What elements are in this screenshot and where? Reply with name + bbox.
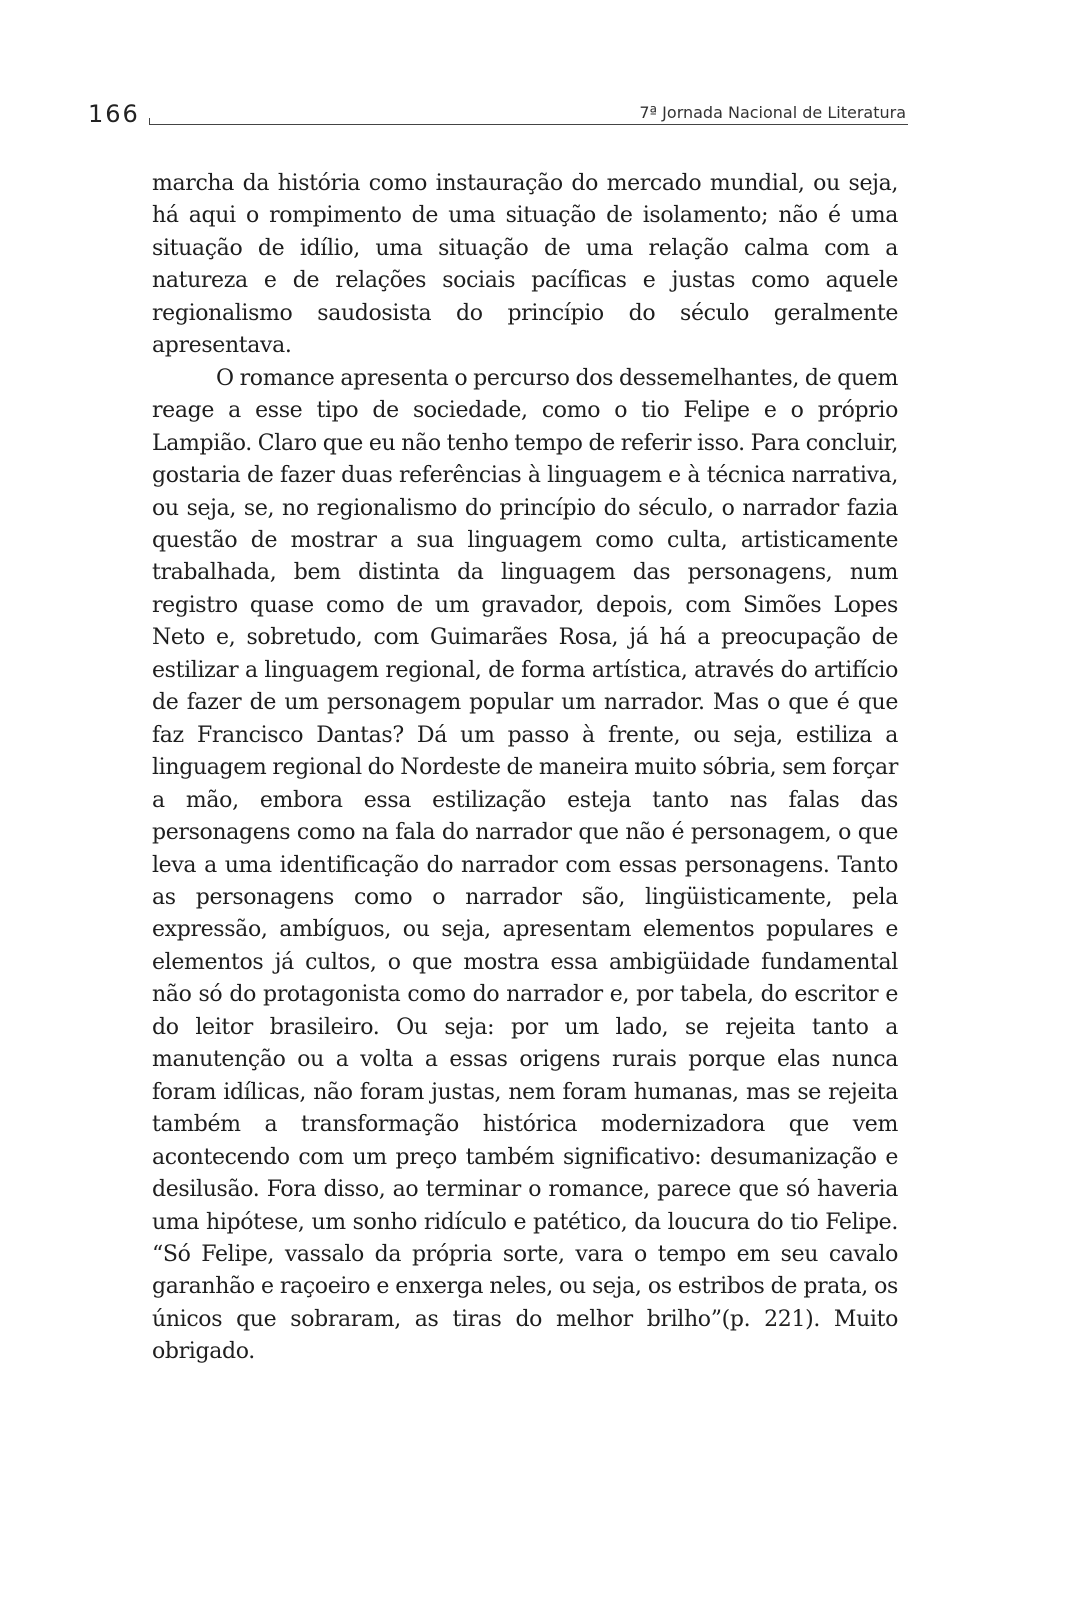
header-rule	[149, 124, 908, 125]
paragraph-romance: O romance apresenta o percurso dos dessemelhantes, de quem reage a esse tipo de sociedade, como o tio Felipe e o próprio Lampião. Claro que eu não tenho tempo de referir isso. Para concluir, gostaria de fazer duas referências à linguagem e à técnica narrativa, ou seja, se, no regionalismo do princípio do século, o narrador fazia questão de mostrar a sua linguagem como culta, artisticamente trabalhada, bem distinta da linguagem das personagens, num registro quase como de um gravador, depois, com Simões Lopes Neto e, sobretudo, com Guimarães Rosa, já há a preocupação de estilizar a linguagem regional, de forma artística, através do artifício de fazer de um personagem popular um narrador. Mas o que é que faz Francisco Dantas? Dá um passo à frente, ou seja, estiliza a linguagem regional do Nordeste de maneira muito sóbria, sem forçar a mão, embora essa estilização esteja tanto nas falas das personagens como na fala do narrador que não é personagem, o que leva a uma identificação do narrador com essas personagens. Tanto as personagens como o narrador são, lingüisticamente, pela expressão, ambíguos, ou seja, apresentam elementos populares e elementos já cultos, o que mostra essa ambigüidade fundamental não só do protagonista como do narrador e, por tabela, do escritor e do leitor brasileiro. Ou seja: por um lado, se rejeita tanto a manutenção ou a volta a essas origens rurais porque elas nunca foram idílicas, não foram justas, nem foram humanas, mas se rejeita também a transformação histórica modernizadora que vem acontecendo com um preço também significativo: desumanização e desilusão. Fora disso, ao terminar o romance, parece que só haveria uma hipótese, um sonho ridículo e patético, da loucura do tio Felipe. “Só Felipe, vassalo da própria sorte, vara o tempo em seu cavalo garanhão e raçoeiro e enxerga neles, ou seja, os estribos de prata, os únicos que sobraram, as tiras do melhor brilho”(p. 221). Muito obrigado.	[152, 365, 898, 1365]
page-number: 166	[88, 100, 140, 128]
body-text	[152, 168, 898, 1369]
paragraph-continuation: marcha da história como instauração do mercado mundial, ou seja, há aqui o rompimento de uma situação de isolamento; não é uma situação de idílio, uma situação de uma relação calma com a natureza e de relações sociais pacíficas e justas como aquele regionalismo saudosista do princípio do século geralmente apresentava.	[152, 171, 898, 359]
running-title: 7ª Jornada Nacional de Literatura	[639, 103, 906, 122]
